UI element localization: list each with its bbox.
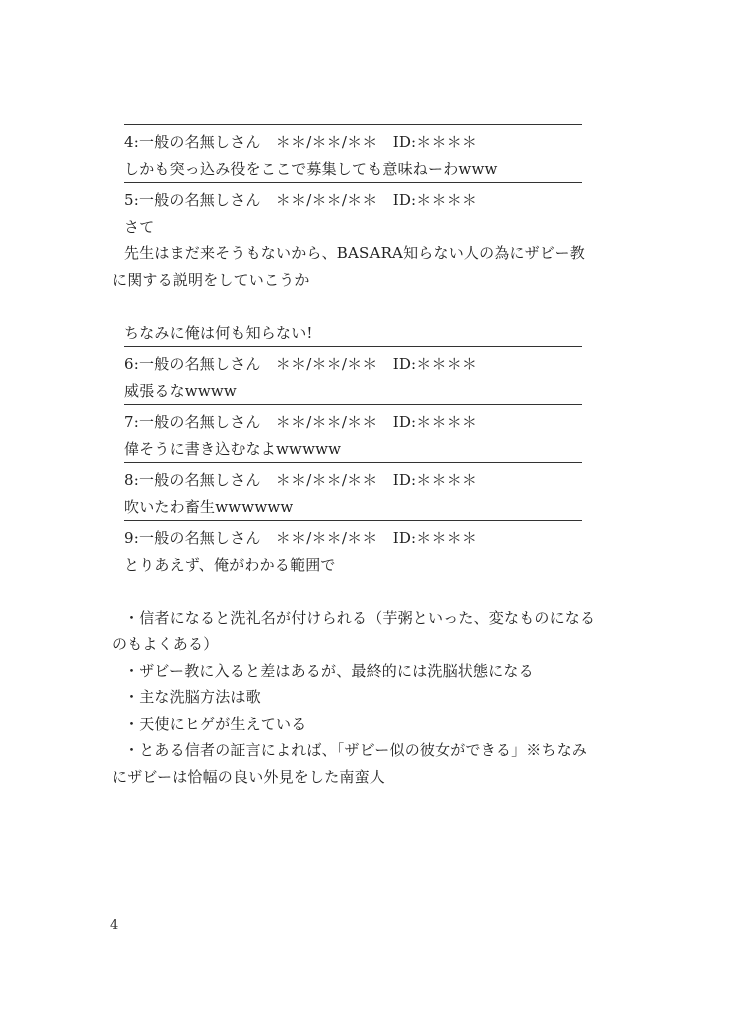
- post-body-line: にザビーは恰幅の良い外見をした南蛮人: [112, 767, 386, 786]
- thread-content: [112, 124, 602, 790]
- post-body-line: に関する説明をしていこうか: [112, 270, 310, 289]
- post-header: 7:一般の名無しさん ＊＊/＊＊/＊＊ ID:＊＊＊＊: [124, 413, 478, 431]
- blank-line: [112, 293, 602, 320]
- post-body-line: 偉そうに書き込むなよwwwww: [124, 439, 342, 458]
- post-divider: [124, 124, 582, 125]
- post-body-line: ・天使にヒゲが生えている: [124, 714, 307, 733]
- post-body-line: ・ザビー教に入ると差はあるが、最終的には洗脳状態になる: [124, 661, 534, 680]
- post-body-line: ・主な洗脳方法は歌: [124, 688, 261, 706]
- post-divider: [124, 182, 582, 183]
- post-body-line: のもよくある）: [112, 635, 219, 653]
- post-header: 8:一般の名無しさん ＊＊/＊＊/＊＊ ID:＊＊＊＊: [124, 471, 478, 489]
- post-header: 4:一般の名無しさん ＊＊/＊＊/＊＊ ID:＊＊＊＊: [124, 133, 478, 151]
- post-divider: [124, 462, 582, 463]
- blank-line: [112, 578, 602, 605]
- post-body-line: 先生はまだ来そうもないから、BASARA知らない人の為にザビー教: [124, 244, 585, 262]
- post-header: 9:一般の名無しさん ＊＊/＊＊/＊＊ ID:＊＊＊＊: [124, 529, 478, 547]
- post-divider: [124, 346, 582, 347]
- post-body-line: 吹いたわ畜生wwwwww: [124, 497, 294, 516]
- post-header: 5:一般の名無しさん ＊＊/＊＊/＊＊ ID:＊＊＊＊: [124, 191, 478, 209]
- post-header: 6:一般の名無しさん ＊＊/＊＊/＊＊ ID:＊＊＊＊: [124, 355, 478, 373]
- page-number: 4: [110, 918, 119, 933]
- post-divider: [124, 404, 582, 405]
- post-body-line: ・とある信者の証言によれば、「ザビー似の彼女ができる」※ちなみ: [124, 741, 588, 759]
- post-body-line: 威張るなwwww: [124, 381, 237, 400]
- post-body-line: さて: [124, 217, 155, 236]
- post-body-line: ・信者になると洗礼名が付けられる（芋粥といった、変なものになる: [124, 608, 596, 627]
- post-body-line: しかも突っ込み役をここで募集しても意味ねーわwww: [124, 159, 498, 178]
- post-body-line: ちなみに俺は何も知らない!: [124, 323, 313, 342]
- post-body-line: とりあえず、俺がわかる範囲で: [124, 555, 336, 574]
- post-divider: [124, 520, 582, 521]
